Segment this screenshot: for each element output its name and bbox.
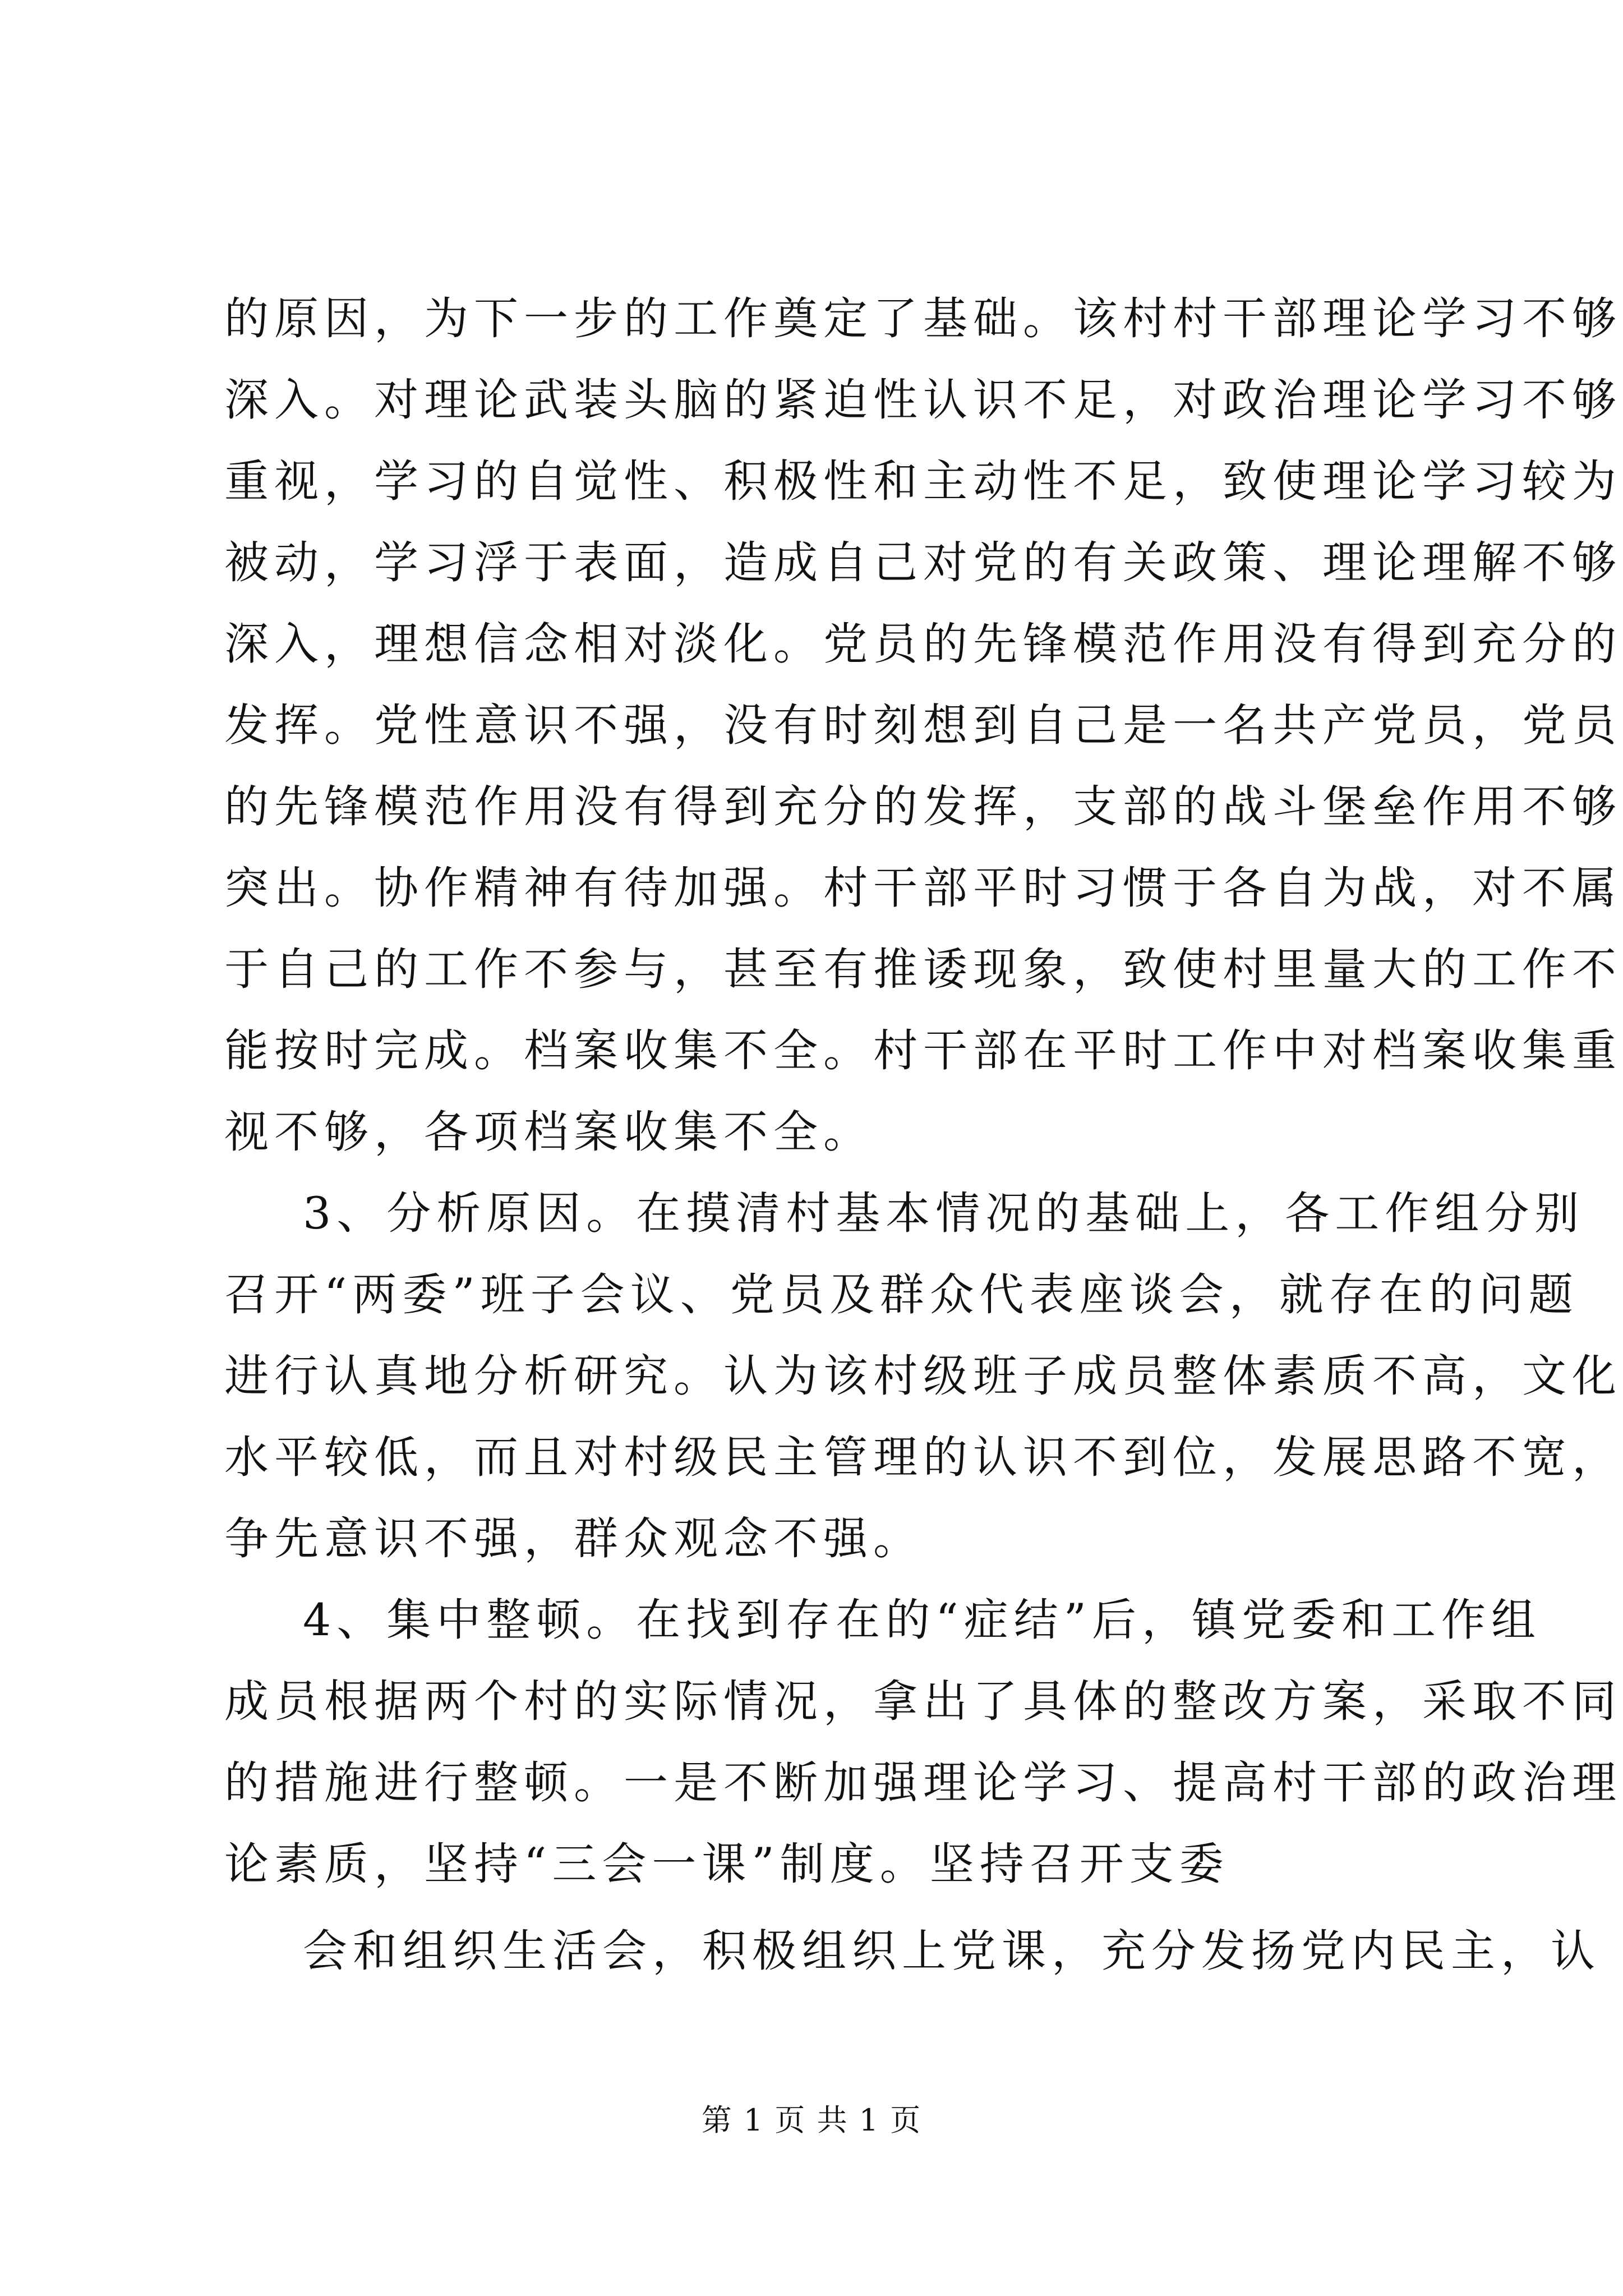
paragraph-start-line: 会和组织生活会，积极组织上党课，充分发扬党内民主，认 <box>303 1925 1601 1977</box>
text-line: 召开“两委”班子会议、党员及群众代表座谈会，就存在的问题 <box>224 1269 1579 1320</box>
text-line: 深入，理想信念相对淡化。党员的先锋模范作用没有得到充分的 <box>224 618 1622 670</box>
text-line: 进行认真地分析研究。认为该村级班子成员整体素质不高，文化 <box>224 1350 1622 1402</box>
text-line: 能按时完成。档案收集不全。村干部在平时工作中对档案收集重 <box>224 1025 1622 1076</box>
text-line: 争先意识不强，群众观念不强。 <box>224 1513 923 1565</box>
text-line: 视不够，各项档案收集不全。 <box>224 1106 873 1158</box>
paragraph-start-line: 3、分析原因。在摸清村基本情况的基础上，各工作组分别 <box>303 1188 1585 1239</box>
text-line: 水平较低，而且对村级民主管理的认识不到位，发展思路不宽， <box>224 1432 1622 1483</box>
text-line: 的先锋模范作用没有得到充分的发挥，支部的战斗堡垒作用不够 <box>224 781 1622 832</box>
text-line: 成员根据两个村的实际情况，拿出了具体的整改方案，采取不同 <box>224 1676 1622 1727</box>
page-footer: 第 1 页 共 1 页 <box>701 2102 922 2138</box>
text-line: 突出。协作精神有待加强。村干部平时习惯于各自为战，对不属 <box>224 862 1622 914</box>
text-line: 深入。对理论武装头脑的紧迫性认识不足，对政治理论学习不够 <box>224 374 1622 426</box>
text-line: 发挥。党性意识不强，没有时刻想到自己是一名共产党员，党员 <box>224 700 1622 751</box>
text-line: 的原因，为下一步的工作奠定了基础。该村村干部理论学习不够 <box>224 293 1622 344</box>
text-line: 被动，学习浮于表面，造成自己对党的有关政策、理论理解不够 <box>224 537 1622 588</box>
text-line: 论素质，坚持“三会一课”制度。坚持召开支委 <box>224 1838 1229 1890</box>
text-line: 重视，学习的自觉性、积极性和主动性不足，致使理论学习较为 <box>224 455 1622 507</box>
text-line: 的措施进行整顿。一是不断加强理论学习、提高村干部的政治理 <box>224 1757 1622 1809</box>
paragraph-start-line: 4、集中整顿。在找到存在的“症结”后，镇党委和工作组 <box>303 1594 1542 1646</box>
text-line: 于自己的工作不参与，甚至有推诿现象，致使村里量大的工作不 <box>224 944 1622 995</box>
